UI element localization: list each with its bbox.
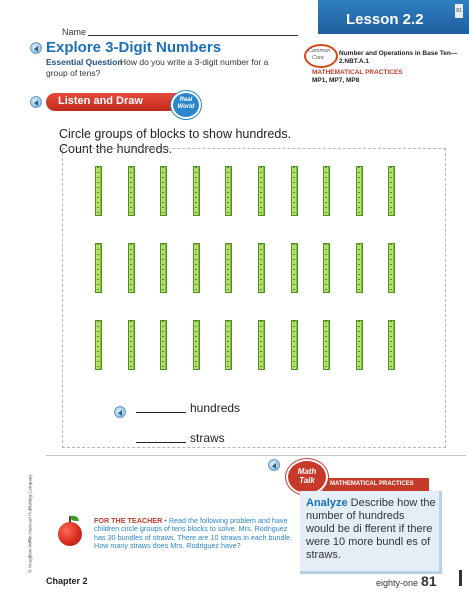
practices-label: MATHEMATICAL PRACTICES — [312, 69, 403, 76]
audio-speaker-icon[interactable] — [30, 96, 42, 108]
real-world-line1: Real — [179, 97, 193, 103]
straws-label: straws — [190, 431, 225, 445]
copyright — [26, 470, 34, 580]
common-core-line1: Common — [308, 48, 331, 54]
tens-rod[interactable] — [258, 243, 265, 293]
tens-rod[interactable] — [160, 166, 167, 216]
math-talk-text — [306, 497, 436, 562]
tens-rod[interactable] — [388, 166, 395, 216]
page-number — [376, 573, 437, 589]
tens-rod[interactable] — [356, 243, 363, 293]
name-label: Name — [62, 27, 87, 37]
tens-rod[interactable] — [291, 320, 298, 370]
audio-speaker-icon[interactable] — [30, 42, 42, 54]
tens-rod[interactable] — [128, 320, 135, 370]
tens-rod[interactable] — [356, 166, 363, 216]
bullet-dot: • — [164, 516, 167, 525]
tens-rod[interactable] — [95, 243, 102, 293]
math-talk-line1: Math — [297, 467, 317, 476]
common-core-badge — [304, 44, 338, 68]
apple-icon — [58, 522, 82, 546]
teacher-note-label: FOR THE TEACHER — [94, 516, 163, 525]
teacher-note-text: Read the following problem and have children circle groups of tens blocks to solve. Mrs. Rodriguez has 30 bundles of straws. There are 10 straws in each bundle. How many straws does Mrs. Rodriguez have? — [94, 516, 293, 550]
tens-rod[interactable] — [323, 166, 330, 216]
tens-rod[interactable] — [95, 166, 102, 216]
instruction-line-1: Circle groups of blocks to show hundreds. — [59, 127, 292, 141]
chapter-label: Chapter 2 — [46, 576, 88, 586]
tens-rod[interactable] — [128, 166, 135, 216]
teacher-note — [94, 517, 294, 550]
tens-rod[interactable] — [160, 320, 167, 370]
common-core-line2: Core — [312, 55, 324, 61]
hundreds-label: hundreds — [190, 401, 241, 415]
apple-leaf — [70, 516, 79, 521]
math-talk-practices-label: MATHEMATICAL PRACTICES — [330, 481, 414, 487]
page-number-word: eighty-one — [376, 578, 419, 588]
tens-rod[interactable] — [225, 243, 232, 293]
tens-rod[interactable] — [291, 243, 298, 293]
math-talk-line2: Talk — [299, 476, 315, 485]
audio-speaker-icon[interactable] — [268, 459, 280, 471]
lesson-banner — [318, 0, 469, 34]
page-edge-bar — [459, 570, 462, 586]
tens-rod[interactable] — [193, 166, 200, 216]
tens-rod[interactable] — [193, 320, 200, 370]
math-talk-badge — [286, 459, 328, 495]
page-number-digits: 81 — [421, 573, 437, 589]
tens-rod[interactable] — [128, 243, 135, 293]
straws-answer-blank[interactable] — [136, 442, 186, 443]
tens-rod[interactable] — [323, 320, 330, 370]
name-field-line[interactable] — [88, 35, 298, 36]
analyze-prompt: Describe how the number of hundreds would be di fferent if there were 10 more bundl es of straws. — [306, 497, 436, 561]
analyze-label: Analyze — [306, 497, 348, 509]
tens-rod[interactable] — [258, 320, 265, 370]
standard-text: Number and Operations in Base Ten—2.NBT.A.1 — [339, 50, 458, 65]
essential-question-label: Essential Question — [46, 57, 123, 67]
math-talk-practices-strip — [323, 478, 429, 491]
real-world-badge — [171, 91, 201, 119]
lesson-label: Lesson 2.2 — [346, 11, 424, 28]
tens-rod[interactable] — [388, 243, 395, 293]
tens-rod[interactable] — [291, 166, 298, 216]
lesson-title: Explore 3-Digit Numbers — [46, 39, 222, 56]
tens-rod[interactable] — [323, 243, 330, 293]
instruction-line-2: Count the hundreds. — [59, 142, 173, 156]
lesson-tab-marker: 81 — [455, 4, 463, 18]
audio-speaker-icon[interactable] — [114, 406, 126, 418]
tens-rod[interactable] — [388, 320, 395, 370]
tens-rod[interactable] — [95, 320, 102, 370]
practices-list: MP1, MP7, MP8 — [312, 77, 360, 84]
hundreds-answer-blank[interactable] — [136, 412, 186, 413]
essential-question-text: How do you write a 3-digit number for a group of tens? — [46, 57, 269, 78]
divider — [46, 455, 466, 456]
real-world-line2: World — [177, 104, 195, 110]
tens-rod[interactable] — [356, 320, 363, 370]
tens-rod[interactable] — [193, 243, 200, 293]
tens-rod[interactable] — [258, 166, 265, 216]
tens-rod[interactable] — [225, 320, 232, 370]
tens-rod[interactable] — [225, 166, 232, 216]
listen-and-draw-label: Listen and Draw — [58, 95, 143, 107]
tens-rod[interactable] — [160, 243, 167, 293]
copyright-text: © Houghton Mifflin Harcourt Publishing Company — [27, 474, 33, 573]
